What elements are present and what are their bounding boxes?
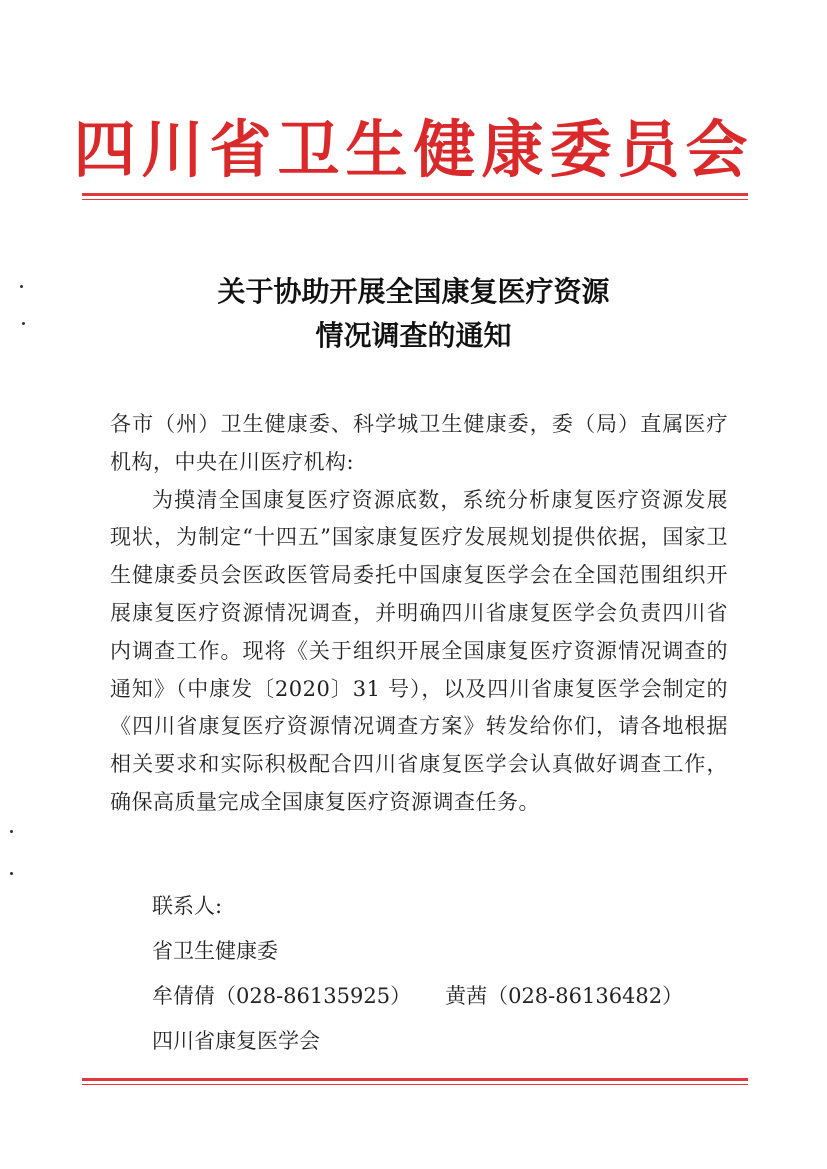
document-title — [0, 270, 827, 358]
contact-person-2: 黄茜（028-86136482） — [445, 984, 684, 1008]
contact-label: 联系人: — [152, 894, 223, 918]
document-title-line-2: 情况调查的通知 — [315, 319, 512, 352]
contact-person-1: 牟倩倩（028-86135925） — [152, 984, 412, 1008]
body-paragraph: 为摸清全国康复医疗资源底数，系统分析康复医疗资源发展现状，为制定“十四五”国家康复医疗发展规划提供依据，国家卫生健康委员会医政医管局委托中国康复医学会在全国范围组织开展康复医疗资源情况调查，并明确四川省康复医学会负责四川省内调查工作。现将《关于组织开展全国康复医疗资源情况调查的通知》（中康发〔2020〕31 号），以及四川省康复医学会制定的《四川省康复医疗资源情况调查方案》转发给你们，请各地根据相关要求和实际积极配合四川省康复医学会认真做好调查工作，确保高质量完成全国康复医疗资源调查任务。 — [110, 487, 728, 814]
contact-org-health-commission: 省卫生健康委 — [152, 939, 278, 963]
document-body — [110, 406, 728, 822]
document-title-line-1: 关于协助开展全国康复医疗资源 — [217, 275, 610, 308]
footer-red-rule — [82, 1078, 748, 1085]
scan-speck — [20, 285, 23, 288]
scan-speck — [10, 830, 13, 833]
salutation: 各市（州）卫生健康委、科学城卫生健康委，委（局）直属医疗机构，中央在川医疗机构: — [110, 412, 728, 474]
contact-persons — [152, 974, 683, 1019]
scan-speck — [22, 322, 25, 325]
issuing-organization-header: 四川省卫生健康委员会 — [73, 113, 754, 186]
contact-block — [152, 884, 683, 1064]
header-red-rule — [82, 193, 748, 200]
scan-speck — [10, 872, 13, 875]
contact-org-rehab-association: 四川省康复医学会 — [152, 1029, 320, 1053]
